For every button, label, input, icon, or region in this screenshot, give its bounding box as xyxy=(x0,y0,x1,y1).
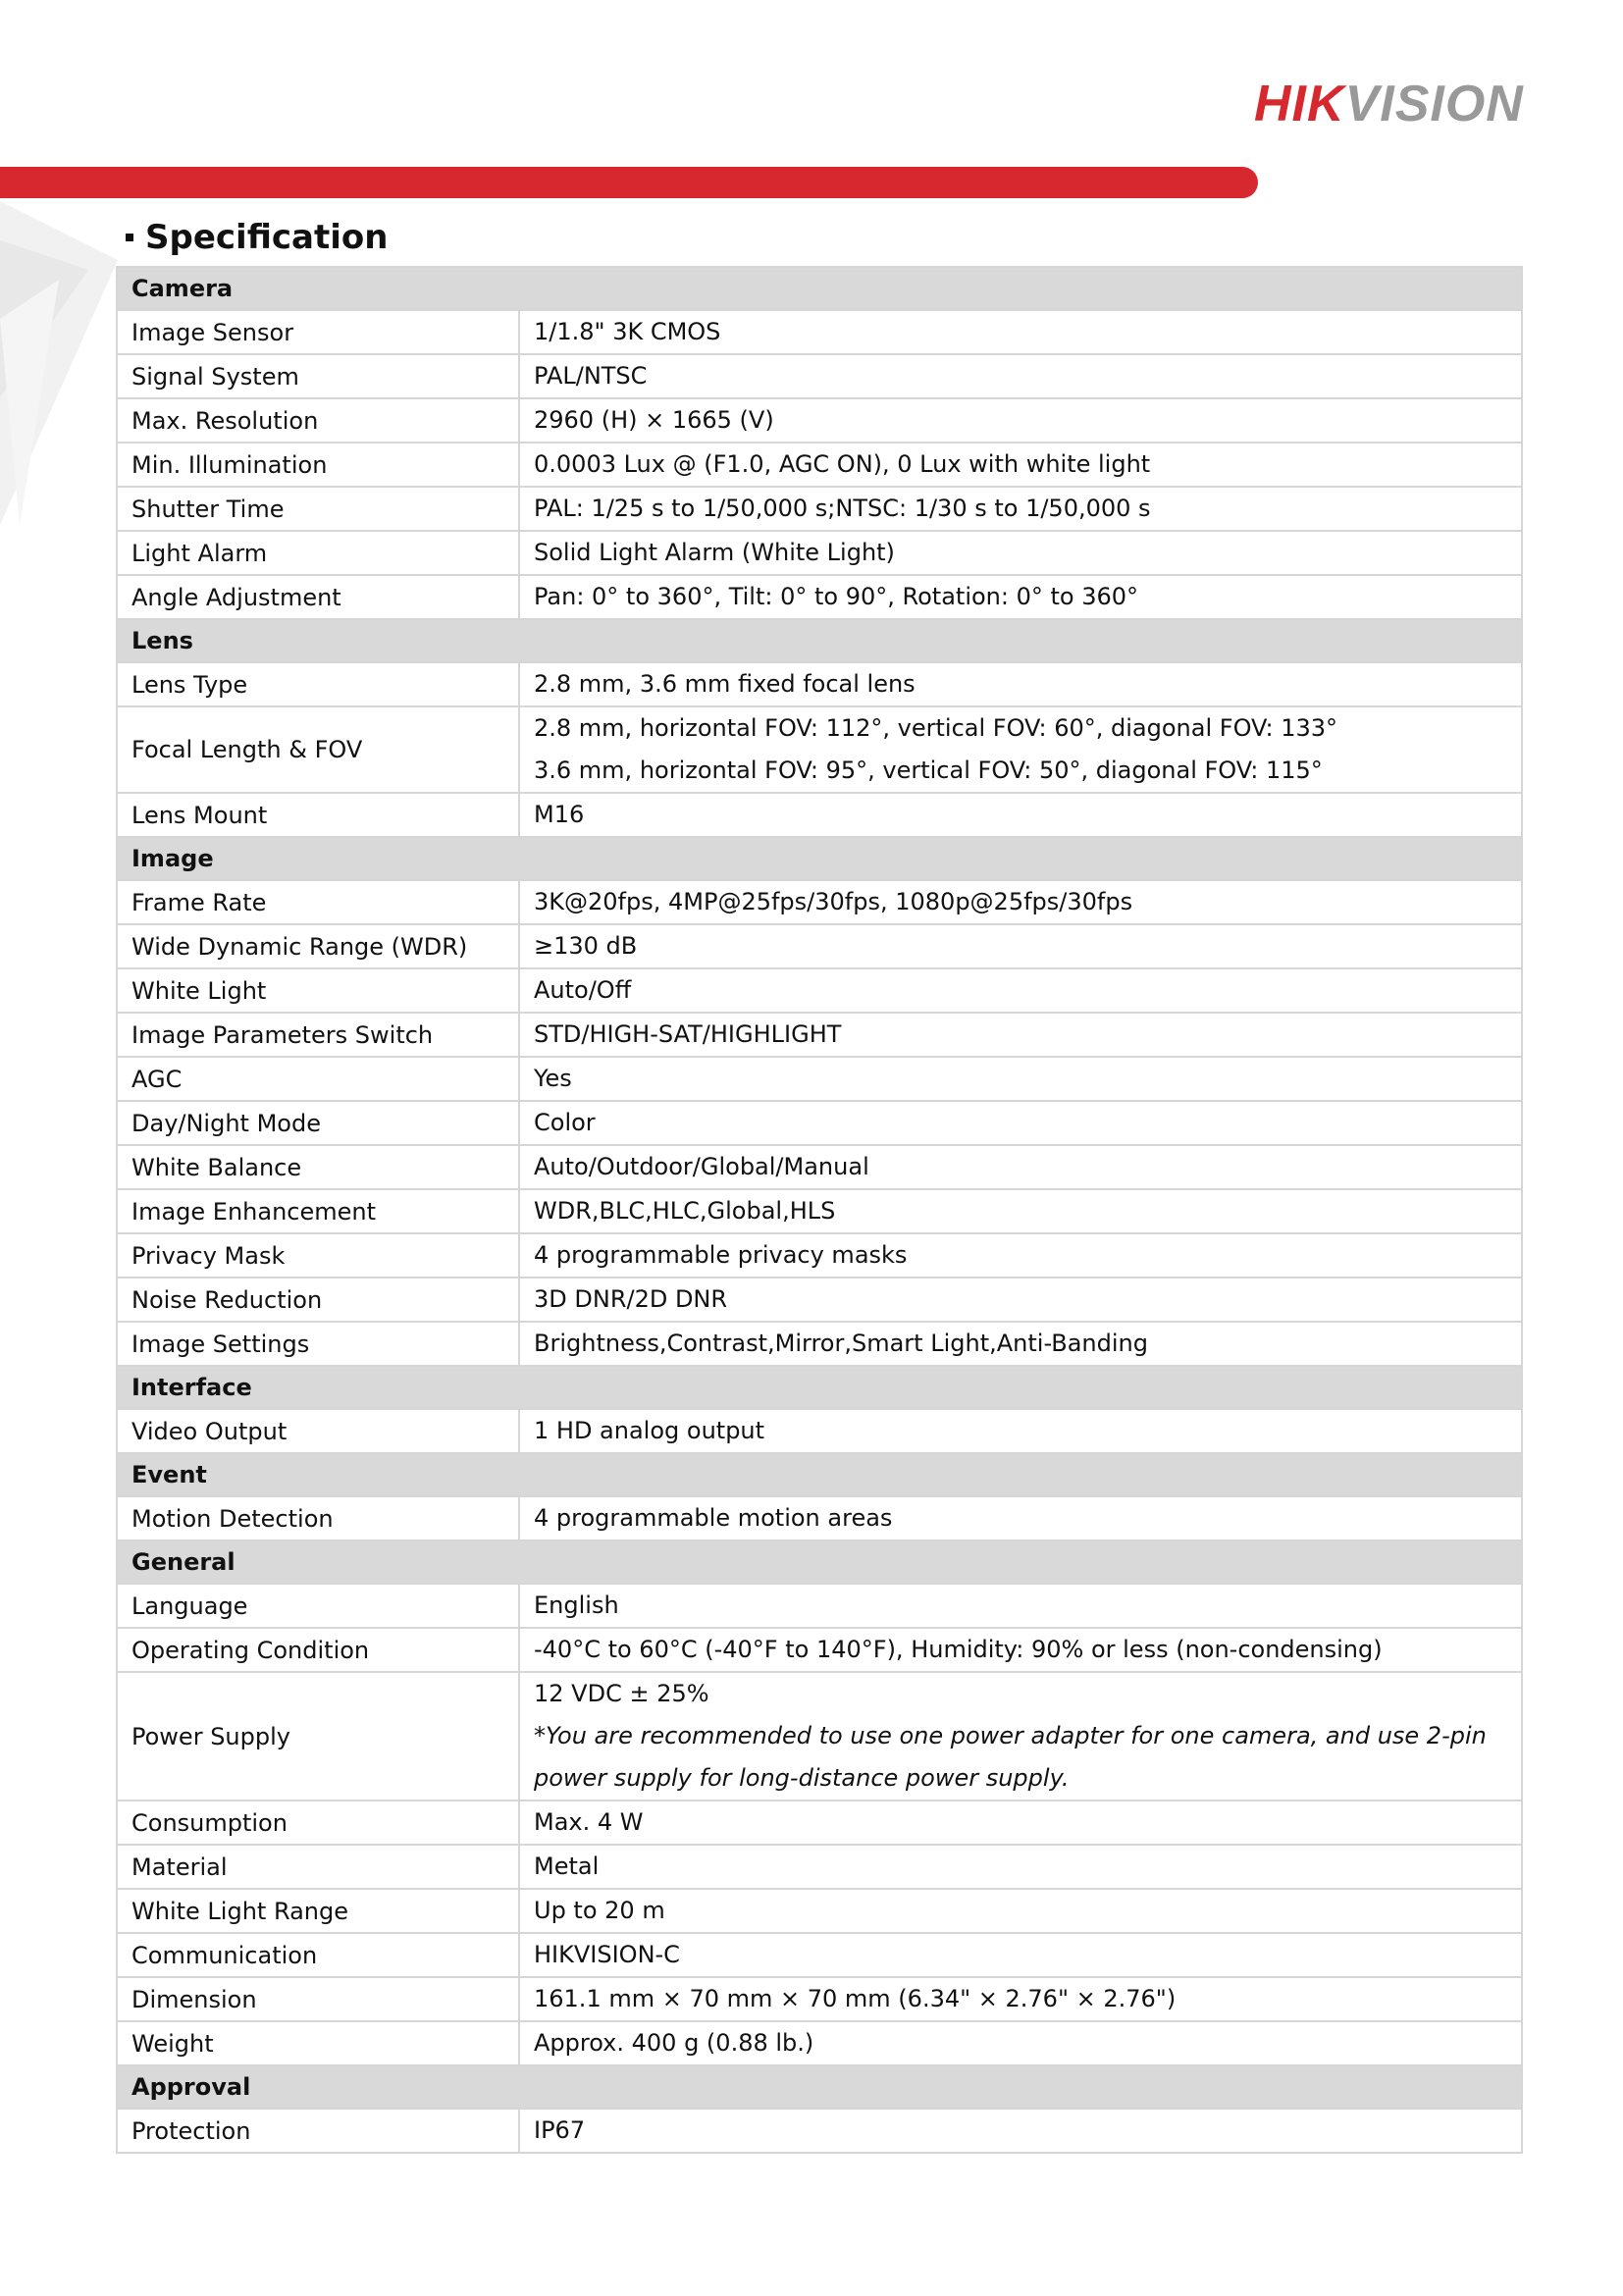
spec-value xyxy=(519,487,1522,531)
spec-label: Protection xyxy=(117,2109,519,2153)
spec-value xyxy=(519,1628,1522,1672)
spec-row xyxy=(117,1145,1522,1189)
spec-label: Lens Mount xyxy=(117,793,519,837)
spec-label: White Light Range xyxy=(117,1889,519,1933)
spec-label: Light Alarm xyxy=(117,531,519,575)
spec-label: Motion Detection xyxy=(117,1496,519,1540)
title-bullet xyxy=(126,234,133,241)
spec-label: Image Enhancement xyxy=(117,1189,519,1233)
spec-row xyxy=(117,575,1522,619)
spec-value-line: 4 programmable motion areas xyxy=(534,1504,893,1532)
spec-value-line: M16 xyxy=(534,801,585,828)
spec-label: Operating Condition xyxy=(117,1628,519,1672)
spec-value xyxy=(519,310,1522,354)
spec-value xyxy=(519,531,1522,575)
spec-value-line: WDR,BLC,HLC,Global,HLS xyxy=(534,1197,836,1225)
spec-value xyxy=(519,1409,1522,1453)
spec-value-line: 3D DNR/2D DNR xyxy=(534,1285,728,1313)
spec-value xyxy=(519,924,1522,968)
spec-row xyxy=(117,1322,1522,1366)
spec-value-line: -40°C to 60°C (-40°F to 140°F), Humidity: 90% or less (non-condensing) xyxy=(534,1636,1383,1663)
spec-value-line: 161.1 mm × 70 mm × 70 mm (6.34" × 2.76" × 2.76") xyxy=(534,1985,1177,2012)
spec-row xyxy=(117,1889,1522,1933)
spec-row xyxy=(117,2109,1522,2153)
spec-value-line: 3.6 mm, horizontal FOV: 95°, vertical FOV: 50°, diagonal FOV: 115° xyxy=(534,757,1323,784)
spec-row xyxy=(117,487,1522,531)
spec-row xyxy=(117,1628,1522,1672)
spec-label: Image Settings xyxy=(117,1322,519,1366)
spec-row xyxy=(117,880,1522,924)
spec-label: Day/Night Mode xyxy=(117,1101,519,1145)
spec-value xyxy=(519,1672,1522,1800)
section-title: Event xyxy=(117,1453,1522,1496)
spec-value-line: Pan: 0° to 360°, Tilt: 0° to 90°, Rotation: 0° to 360° xyxy=(534,583,1139,610)
spec-value-line: 4 programmable privacy masks xyxy=(534,1241,908,1269)
spec-label: Min. Illumination xyxy=(117,443,519,487)
spec-value-line: Approx. 400 g (0.88 lb.) xyxy=(534,2029,814,2057)
spec-value-line: 2960 (H) × 1665 (V) xyxy=(534,406,774,434)
spec-label: Video Output xyxy=(117,1409,519,1453)
spec-value xyxy=(519,398,1522,443)
spec-row xyxy=(117,1101,1522,1145)
section-header xyxy=(117,267,1522,310)
spec-value-line: Solid Light Alarm (White Light) xyxy=(534,539,895,566)
spec-value xyxy=(519,706,1522,793)
spec-value xyxy=(519,575,1522,619)
header-red-bar xyxy=(0,167,1258,198)
spec-value-line: ≥130 dB xyxy=(534,932,638,960)
section-title: Interface xyxy=(117,1366,1522,1409)
spec-value xyxy=(519,443,1522,487)
spec-row xyxy=(117,1278,1522,1322)
spec-label: Consumption xyxy=(117,1800,519,1845)
spec-value-line: Brightness,Contrast,Mirror,Smart Light,Anti-Banding xyxy=(534,1330,1148,1357)
spec-label: Privacy Mask xyxy=(117,1233,519,1278)
spec-value-line: 2.8 mm, horizontal FOV: 112°, vertical FOV: 60°, diagonal FOV: 133° xyxy=(534,714,1338,742)
spec-label: Communication xyxy=(117,1933,519,1977)
page-title: Specification xyxy=(126,218,388,257)
spec-row xyxy=(117,1672,1522,1800)
spec-label: Image Sensor xyxy=(117,310,519,354)
spec-label: Language xyxy=(117,1584,519,1628)
section-title: General xyxy=(117,1540,1522,1584)
spec-row xyxy=(117,1584,1522,1628)
spec-label: Angle Adjustment xyxy=(117,575,519,619)
spec-label: Focal Length & FOV xyxy=(117,706,519,793)
spec-value xyxy=(519,880,1522,924)
spec-label: Shutter Time xyxy=(117,487,519,531)
spec-label: Image Parameters Switch xyxy=(117,1013,519,1057)
spec-value-line: English xyxy=(534,1592,619,1619)
spec-label: Dimension xyxy=(117,1977,519,2021)
spec-value xyxy=(519,1013,1522,1057)
spec-value xyxy=(519,1889,1522,1933)
spec-value xyxy=(519,1584,1522,1628)
spec-row xyxy=(117,793,1522,837)
spec-row xyxy=(117,1233,1522,1278)
spec-row xyxy=(117,2021,1522,2065)
spec-row xyxy=(117,662,1522,706)
spec-label: AGC xyxy=(117,1057,519,1101)
spec-value xyxy=(519,1496,1522,1540)
spec-row xyxy=(117,1977,1522,2021)
spec-value xyxy=(519,1189,1522,1233)
spec-value-line: STD/HIGH-SAT/HIGHLIGHT xyxy=(534,1020,842,1048)
spec-value-line: 1 HD analog output xyxy=(534,1417,765,1444)
spec-row xyxy=(117,1189,1522,1233)
spec-label: Signal System xyxy=(117,354,519,398)
spec-label: Wide Dynamic Range (WDR) xyxy=(117,924,519,968)
spec-note-line: *You are recommended to use one power adapter for one camera, and use 2-pin xyxy=(534,1722,1487,1749)
spec-value xyxy=(519,1145,1522,1189)
section-title: Approval xyxy=(117,2065,1522,2109)
spec-value xyxy=(519,1933,1522,1977)
spec-row xyxy=(117,398,1522,443)
spec-value xyxy=(519,1233,1522,1278)
spec-row xyxy=(117,1845,1522,1889)
spec-row xyxy=(117,1800,1522,1845)
spec-value-line: 12 VDC ± 25% xyxy=(534,1680,709,1707)
spec-value xyxy=(519,1278,1522,1322)
decorative-triangle-graphic xyxy=(0,201,118,525)
spec-value xyxy=(519,662,1522,706)
section-header xyxy=(117,1540,1522,1584)
spec-row xyxy=(117,1013,1522,1057)
spec-value-line: Yes xyxy=(534,1065,572,1092)
spec-value xyxy=(519,1101,1522,1145)
spec-value-line: HIKVISION-C xyxy=(534,1941,680,1968)
spec-value xyxy=(519,968,1522,1013)
spec-value xyxy=(519,1322,1522,1366)
spec-value-line: 1/1.8" 3K CMOS xyxy=(534,318,721,345)
spec-row xyxy=(117,1933,1522,1977)
spec-value-line: IP67 xyxy=(534,2116,586,2144)
spec-value-line: 2.8 mm, 3.6 mm fixed focal lens xyxy=(534,670,916,698)
spec-value xyxy=(519,2021,1522,2065)
spec-value xyxy=(519,1977,1522,2021)
spec-note-line: power supply for long-distance power supply. xyxy=(534,1764,1070,1792)
spec-value-line: 3K@20fps, 4MP@25fps/30fps, 1080p@25fps/30fps xyxy=(534,888,1133,915)
spec-value-line: PAL: 1/25 s to 1/50,000 s;NTSC: 1/30 s to 1/50,000 s xyxy=(534,495,1151,522)
hikvision-logo: HIKVISION xyxy=(1254,76,1524,132)
spec-value-line: Up to 20 m xyxy=(534,1897,665,1924)
spec-label: Max. Resolution xyxy=(117,398,519,443)
section-header xyxy=(117,619,1522,662)
spec-value xyxy=(519,1057,1522,1101)
spec-row xyxy=(117,443,1522,487)
spec-value xyxy=(519,1845,1522,1889)
spec-value-line: Max. 4 W xyxy=(534,1808,644,1836)
section-header xyxy=(117,1366,1522,1409)
spec-row xyxy=(117,968,1522,1013)
spec-value-line: 0.0003 Lux @ (F1.0, AGC ON), 0 Lux with white light xyxy=(534,450,1151,478)
spec-value-line: Color xyxy=(534,1109,596,1136)
spec-label: Power Supply xyxy=(117,1672,519,1800)
spec-row xyxy=(117,310,1522,354)
section-title: Camera xyxy=(117,267,1522,310)
spec-row xyxy=(117,1057,1522,1101)
spec-value xyxy=(519,793,1522,837)
spec-value-line: Auto/Off xyxy=(534,976,632,1004)
spec-label: Material xyxy=(117,1845,519,1889)
section-title: Lens xyxy=(117,619,1522,662)
section-title: Image xyxy=(117,837,1522,880)
spec-label: Noise Reduction xyxy=(117,1278,519,1322)
spec-value-line: Metal xyxy=(534,1852,600,1880)
spec-table xyxy=(116,266,1523,2154)
spec-label: Frame Rate xyxy=(117,880,519,924)
spec-row xyxy=(117,1409,1522,1453)
section-header xyxy=(117,2065,1522,2109)
spec-value xyxy=(519,354,1522,398)
section-header xyxy=(117,837,1522,880)
section-header xyxy=(117,1453,1522,1496)
spec-label: Weight xyxy=(117,2021,519,2065)
spec-row xyxy=(117,531,1522,575)
spec-label: White Light xyxy=(117,968,519,1013)
spec-value xyxy=(519,2109,1522,2153)
spec-row xyxy=(117,706,1522,793)
spec-value xyxy=(519,1800,1522,1845)
spec-row xyxy=(117,924,1522,968)
spec-row xyxy=(117,1496,1522,1540)
spec-value-line: PAL/NTSC xyxy=(534,362,648,390)
spec-label: White Balance xyxy=(117,1145,519,1189)
spec-row xyxy=(117,354,1522,398)
spec-value-line: Auto/Outdoor/Global/Manual xyxy=(534,1153,869,1180)
spec-label: Lens Type xyxy=(117,662,519,706)
